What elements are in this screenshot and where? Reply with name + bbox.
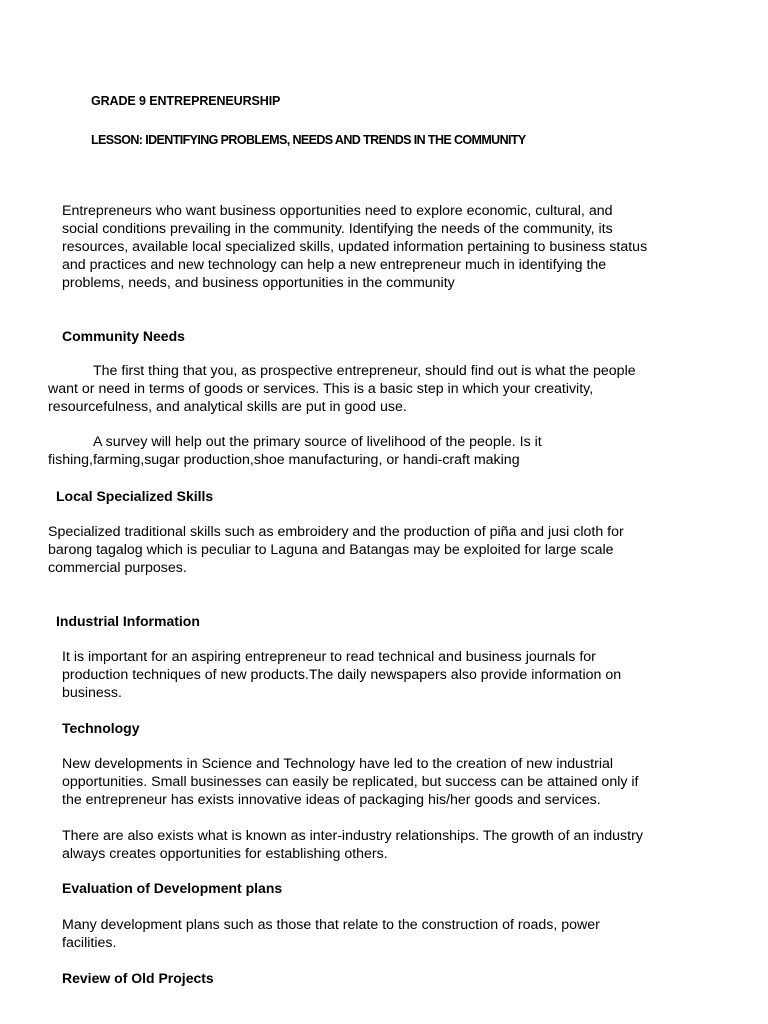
industrial-info-paragraph — [62, 648, 621, 702]
heading-review-of-old-projects: Review of Old Projects — [62, 970, 214, 986]
text-line: always creates opportunities for establishing others. — [62, 846, 388, 863]
local-skills-paragraph — [48, 523, 624, 577]
text-line: There are also exists what is known as inter-industry relationships. The growth of an industry — [62, 828, 643, 844]
technology-paragraph-2 — [62, 827, 643, 863]
text-line: Many development plans such as those that relate to the construction of roads, power — [62, 917, 600, 933]
text-line: barong tagalog which is peculiar to Laguna and Batangas may be exploited for large scale — [48, 542, 614, 559]
community-needs-paragraph-1 — [48, 362, 636, 416]
text-line: the entrepreneur has exists innovative ideas of packaging his/her goods and services. — [62, 792, 601, 809]
text-line: fishing,farming,sugar production,shoe manufacturing, or handi-craft making — [48, 452, 520, 469]
intro-paragraph — [62, 202, 647, 292]
text-line: It is important for an aspiring entrepreneur to read technical and business journals for — [62, 649, 596, 665]
heading-local-specialized-skills: Local Specialized Skills — [56, 488, 214, 504]
text-line: facilities. — [62, 935, 117, 952]
document-title: GRADE 9 ENTREPRENEURSHIP — [91, 94, 281, 108]
text-line: New developments in Science and Technology have led to the creation of new industrial — [62, 756, 614, 772]
text-line: business. — [62, 685, 122, 702]
text-line: want or need in terms of goods or services. This is a basic step in which your creativity, — [48, 381, 594, 398]
text-line: production techniques of new products.The daily newspapers also provide information on — [62, 667, 622, 684]
heading-evaluation-of-development-plans: Evaluation of Development plans — [62, 880, 283, 896]
text-line: A survey will help out the primary source of livelihood of the people. Is it — [93, 434, 542, 450]
text-line: opportunities. Small businesses can easily be replicated, but success can be attained only if — [62, 774, 639, 791]
text-line: resources, available local specialized skills, updated information pertaining to business status — [62, 239, 648, 256]
heading-community-needs: Community Needs — [62, 328, 185, 344]
text-line: social conditions prevailing in the community. Identifying the needs of the community, its — [62, 221, 613, 238]
text-line: The first thing that you, as prospective entrepreneur, should find out is what the people — [93, 363, 636, 379]
community-needs-paragraph-2 — [48, 433, 542, 469]
text-line: problems, needs, and business opportunities in the community — [62, 275, 455, 292]
heading-technology: Technology — [62, 720, 140, 736]
evaluation-paragraph — [62, 916, 600, 952]
text-line: Specialized traditional skills such as embroidery and the production of piña and jusi cloth for — [48, 524, 624, 540]
lesson-title: LESSON: IDENTIFYING PROBLEMS, NEEDS AND TRENDS IN THE COMMUNITY — [91, 133, 526, 147]
text-line: Entrepreneurs who want business opportunities need to explore economic, cultural, and — [62, 203, 613, 219]
text-line: commercial purposes. — [48, 560, 187, 577]
heading-industrial-information: Industrial Information — [56, 613, 200, 629]
text-line: and practices and new technology can help a new entrepreneur much in identifying the — [62, 257, 607, 274]
technology-paragraph-1 — [62, 755, 639, 809]
text-line: resourcefulness, and analytical skills are put in good use. — [48, 399, 407, 416]
